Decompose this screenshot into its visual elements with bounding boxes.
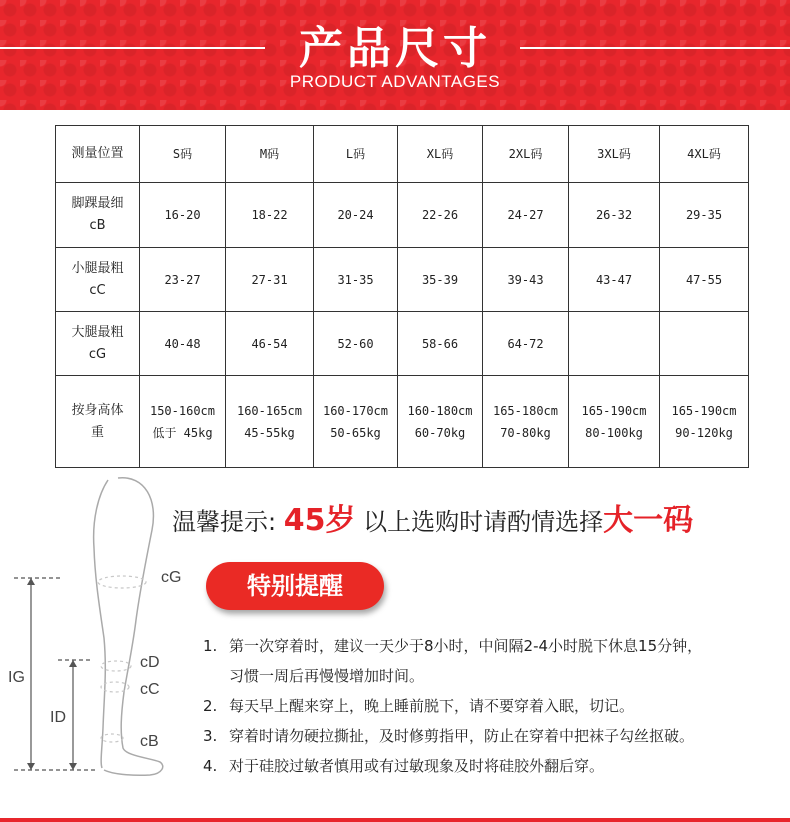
id-arrow-bottom bbox=[69, 763, 77, 770]
table-header-cell: 4XL码 bbox=[660, 126, 749, 183]
row-label: 小腿最粗 cC bbox=[56, 248, 140, 312]
table-cell: 16-20 bbox=[140, 183, 226, 248]
cd-label: cD bbox=[140, 654, 160, 671]
tip-age: 45岁 bbox=[283, 503, 356, 538]
notice-text: 对于硅胶过敏者慎用或有过敏现象及时将硅胶外翻后穿。 bbox=[229, 757, 605, 775]
size-table bbox=[55, 125, 749, 468]
table-cell: 24-27 bbox=[483, 183, 569, 248]
notice-number: 4. bbox=[203, 757, 218, 775]
table-cell: 26-32 bbox=[569, 183, 660, 248]
table-cell: 64-72 bbox=[483, 312, 569, 376]
table-cell bbox=[660, 312, 749, 376]
table-row bbox=[56, 376, 749, 468]
table-cell: 165-190cm 90-120kg bbox=[660, 376, 749, 468]
ig-arrow-top bbox=[27, 578, 35, 585]
leg-outline-front bbox=[94, 480, 108, 768]
notice-item bbox=[203, 631, 788, 661]
thigh-measure-ring bbox=[98, 576, 146, 588]
table-cell: 27-31 bbox=[226, 248, 314, 312]
table-cell: 23-27 bbox=[140, 248, 226, 312]
notice-list bbox=[203, 631, 788, 781]
table-header-cell: L码 bbox=[314, 126, 398, 183]
warm-tip bbox=[172, 495, 693, 539]
notice-text: 穿着时请勿硬拉撕扯，及时修剪指甲，防止在穿着中把袜子勾丝抠破。 bbox=[229, 727, 695, 745]
ig-label: IG bbox=[8, 669, 25, 686]
table-cell: 31-35 bbox=[314, 248, 398, 312]
notice-item bbox=[203, 721, 788, 751]
notice-text: 第一次穿着时，建议一天少于8小时，中间隔2-4小时脱下休息15分钟， bbox=[229, 637, 703, 655]
tip-prefix: 温馨提示: bbox=[172, 508, 277, 536]
notice-number: 3. bbox=[203, 727, 218, 745]
table-cell: 165-190cm 80-100kg bbox=[569, 376, 660, 468]
notice-number: 2. bbox=[203, 697, 218, 715]
notice-item bbox=[203, 751, 788, 781]
table-cell: 22-26 bbox=[398, 183, 483, 248]
notice-text: 每天早上醒来穿上，晚上睡前脱下，请不要穿着入眠，切记。 bbox=[229, 697, 635, 715]
table-cell: 58-66 bbox=[398, 312, 483, 376]
row-label: 大腿最粗 cG bbox=[56, 312, 140, 376]
table-cell: 39-43 bbox=[483, 248, 569, 312]
notice-item-continued: 习惯一周后再慢慢增加时间。 bbox=[229, 667, 425, 685]
table-header-cell: 2XL码 bbox=[483, 126, 569, 183]
table-header-cell: 3XL码 bbox=[569, 126, 660, 183]
table-cell: 165-180cm 70-80kg bbox=[483, 376, 569, 468]
table-cell: 29-35 bbox=[660, 183, 749, 248]
leg-outline-back bbox=[104, 478, 163, 775]
table-cell: 150-160cm 低于 45kg bbox=[140, 376, 226, 468]
table-row bbox=[56, 312, 749, 376]
notice-item bbox=[203, 691, 788, 721]
table-cell: 40-48 bbox=[140, 312, 226, 376]
cc-label: cC bbox=[140, 681, 160, 698]
special-notice-badge: 特别提醒 bbox=[206, 562, 384, 610]
table-header-cell: S码 bbox=[140, 126, 226, 183]
banner-title: 产品尺寸 bbox=[299, 23, 491, 74]
cb-label: cB bbox=[140, 733, 159, 750]
table-cell: 43-47 bbox=[569, 248, 660, 312]
id-arrow-top bbox=[69, 660, 77, 667]
header-banner bbox=[0, 0, 790, 110]
table-header-cell: 测量位置 bbox=[56, 126, 140, 183]
table-cell: 52-60 bbox=[314, 312, 398, 376]
id-label: ID bbox=[50, 709, 66, 726]
table-cell: 47-55 bbox=[660, 248, 749, 312]
table-cell: 35-39 bbox=[398, 248, 483, 312]
table-row bbox=[56, 183, 749, 248]
table-cell: 160-170cm 50-65kg bbox=[314, 376, 398, 468]
notice-number: 1. bbox=[203, 637, 218, 655]
leg-diagram bbox=[0, 470, 200, 790]
table-cell: 20-24 bbox=[314, 183, 398, 248]
banner-subtitle: PRODUCT ADVANTAGES bbox=[289, 72, 501, 91]
bottom-divider bbox=[0, 818, 790, 822]
row-label: 脚踝最细 cB bbox=[56, 183, 140, 248]
table-header-cell: M码 bbox=[226, 126, 314, 183]
ankle-measure-ring bbox=[101, 734, 123, 742]
table-header-row bbox=[56, 126, 749, 183]
tip-emphasis: 大一码 bbox=[603, 503, 694, 538]
ig-arrow-bottom bbox=[27, 763, 35, 770]
cg-label: cG bbox=[161, 569, 182, 586]
table-cell: 46-54 bbox=[226, 312, 314, 376]
table-row bbox=[56, 248, 749, 312]
table-cell: 18-22 bbox=[226, 183, 314, 248]
table-cell: 160-165cm 45-55kg bbox=[226, 376, 314, 468]
tip-middle: 以上选购时请酌情选择 bbox=[363, 508, 604, 536]
table-cell bbox=[569, 312, 660, 376]
table-header-cell: XL码 bbox=[398, 126, 483, 183]
row-label: 按身高体 重 bbox=[56, 376, 140, 468]
table-cell: 160-180cm 60-70kg bbox=[398, 376, 483, 468]
